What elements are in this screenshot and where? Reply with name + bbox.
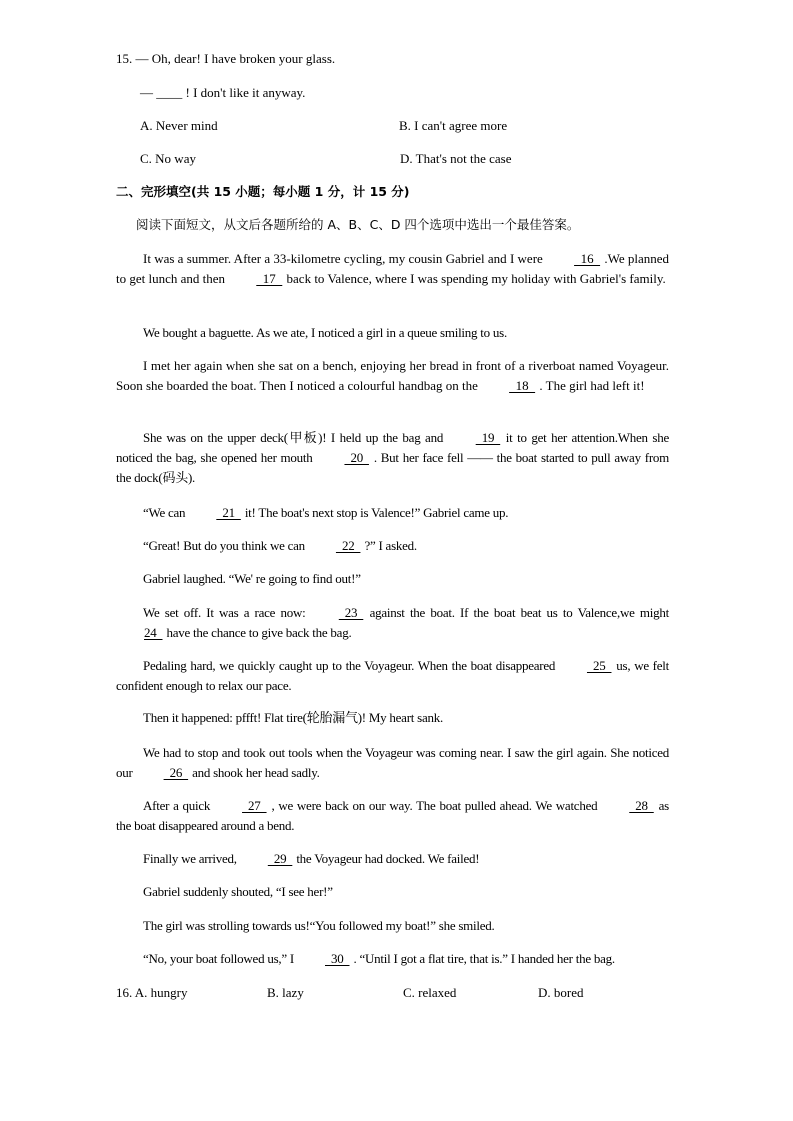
passage-paragraph-12: After a quick 27 , we were back on our way. The boat pulled ahead. We watched 28 as the boat disappeared around a bend. xyxy=(116,798,669,833)
blank-16: 16 xyxy=(574,251,601,266)
passage-paragraph-7: Gabriel laughed. “We' re going to find out!” xyxy=(143,571,361,586)
blank-21: 21 xyxy=(216,505,241,520)
q16-option-c: C. relaxed xyxy=(403,985,457,1000)
q16-option-d: D. bored xyxy=(538,985,584,1000)
blank-18: 18 xyxy=(509,378,536,393)
passage-paragraph-6: “Great! But do you think we can 22 ?” I asked. xyxy=(116,536,669,556)
option-a: A. Never mind xyxy=(140,118,218,133)
q16-option-b: B. lazy xyxy=(267,985,304,1000)
blank-24: 24 xyxy=(144,625,163,640)
blank-26: 26 xyxy=(163,765,189,780)
question-15-reply: — ____ ! I don't like it anyway. xyxy=(140,85,306,100)
passage-paragraph-9: Pedaling hard, we quickly caught up to the Voyageur. When the boat disappeared 25 us, we felt confident enough to relax our pace. xyxy=(116,658,669,693)
option-d: D. That's not the case xyxy=(400,151,512,166)
blank-23: 23 xyxy=(338,605,364,620)
question-15-prompt xyxy=(116,49,335,69)
blank-20: 20 xyxy=(344,450,369,465)
section-instruction: 阅读下面短文，从文后各题所给的 A、B、C、D 四个选项中选出一个最佳答案。 xyxy=(136,217,580,232)
passage-paragraph-14: Gabriel suddenly shouted, “I see her!” xyxy=(143,884,333,899)
passage-paragraph-4: She was on the upper deck(甲板)! I held up the bag and 19 it to get her attention.When she noticed the bag, she opened her mouth 20 . But her face fell —— the boat started to pull away from the dock(码头). xyxy=(116,430,670,485)
passage-paragraph-15: The girl was strolling towards us!“You followed my boat!” she smiled. xyxy=(143,918,495,933)
passage-paragraph-1: It was a summer. After a 33-kilometre cycling, my cousin Gabriel and I were 16 .We planned to get lunch and then 17 back to Valence, where I was spending my holiday with Gabriel's family. xyxy=(116,249,669,289)
option-c: C. No way xyxy=(140,151,196,166)
blank-25: 25 xyxy=(586,658,612,673)
passage-paragraph-8: We set off. It was a race now: 23 against the boat. If the boat beat us to Valence,we might 24 have the chance to give back the bag. xyxy=(116,603,669,643)
option-b: B. I can't agree more xyxy=(399,118,508,133)
blank-17: 17 xyxy=(256,271,283,286)
passage-paragraph-2: We bought a baguette. As we ate, I noticed a girl in a queue smiling to us. xyxy=(143,325,507,340)
passage-paragraph-10: Then it happened: pffft! Flat tire(轮胎漏气)! My heart sank. xyxy=(143,710,443,725)
passage-paragraph-11: We had to stop and took out tools when the Voyageur was coming near. I saw the girl again. She noticed our 26 and shook her head sadly. xyxy=(116,743,669,783)
passage-paragraph-5: “We can 21 it! The boat's next stop is Valence!” Gabriel came up. xyxy=(116,503,669,523)
blank-30: 30 xyxy=(325,951,350,966)
question-text: — Oh, dear! I have broken your glass. xyxy=(135,51,336,66)
blank-28: 28 xyxy=(629,798,654,813)
question-number: 15. xyxy=(116,51,133,66)
q16-option-a: 16. A. hungry xyxy=(116,985,188,1000)
passage-paragraph-3: I met her again when she sat on a bench, enjoying her bread in front of a riverboat named Voyageur. Soon she boarded the boat. Then I noticed a colourful handbag on the 18 . The girl had left it! xyxy=(116,356,669,396)
passage-paragraph-13: Finally we arrived, 29 the Voyageur had docked. We failed! xyxy=(116,849,669,869)
blank-19: 19 xyxy=(475,430,501,445)
passage-paragraph-16: “No, your boat followed us,” I 30 . “Until I got a flat tire, that is.” I handed her the bag. xyxy=(116,949,669,969)
section-title: 二、完形填空(共 15 小题；每小题 1 分，计 15 分) xyxy=(116,184,410,199)
blank-22: 22 xyxy=(335,538,361,553)
blank-27: 27 xyxy=(242,798,267,813)
blank-29: 29 xyxy=(267,851,293,866)
